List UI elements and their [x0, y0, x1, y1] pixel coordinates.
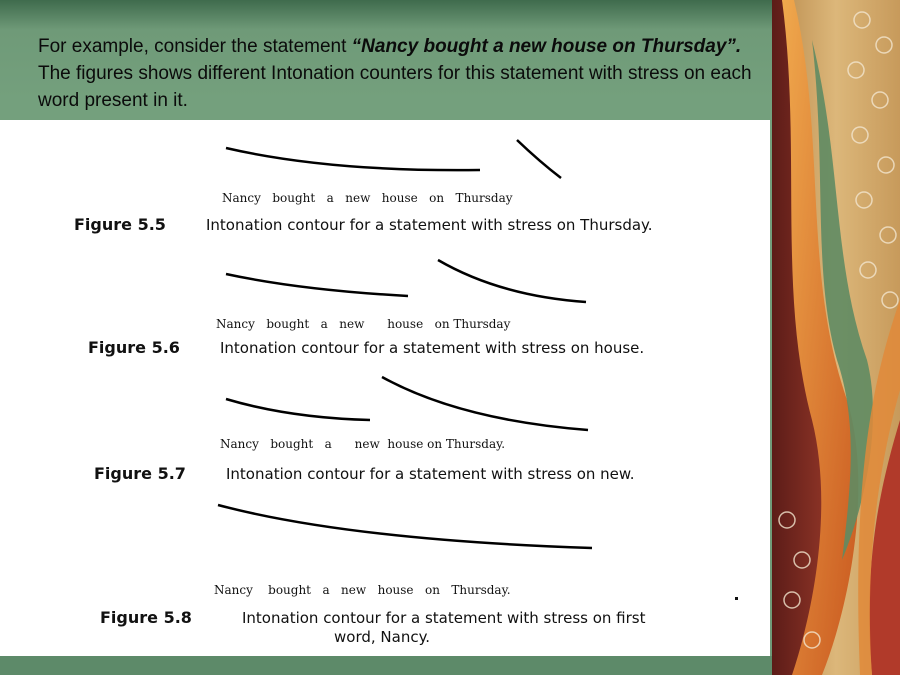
figure-number: Figure 5.8 — [100, 608, 192, 627]
figure-number: Figure 5.6 — [88, 338, 180, 357]
figure-caption-continued: word, Nancy. — [334, 628, 431, 646]
figure-5-6 — [88, 260, 644, 357]
contour-line — [517, 140, 561, 178]
figure-caption: Intonation contour for a statement with stress on first — [242, 609, 646, 627]
figure-5-8 — [100, 505, 738, 646]
contour-line — [438, 260, 586, 302]
decorative-border — [772, 0, 900, 675]
figure-number: Figure 5.7 — [94, 464, 186, 483]
contour-line — [382, 377, 588, 430]
intonation-figures — [0, 120, 770, 656]
example-sentence: Nancy bought a new house on Thursday — [216, 317, 511, 331]
bottom-strip — [0, 656, 776, 675]
figure-caption: Intonation contour for a statement with stress on Thursday. — [206, 216, 653, 234]
contour-line — [226, 148, 480, 170]
intro-paragraph — [38, 33, 768, 114]
decorative-pattern — [772, 0, 900, 675]
stray-mark — [735, 597, 738, 600]
intro-emphasis: “Nancy bought a new house on Thursday”. — [351, 36, 742, 57]
contour-line — [226, 399, 370, 420]
figure-caption: Intonation contour for a statement with stress on new. — [226, 465, 635, 483]
figure-caption: Intonation contour for a statement with stress on house. — [220, 339, 645, 357]
example-sentence: Nancy bought a new house on Thursday — [222, 191, 513, 205]
contour-line — [218, 505, 592, 548]
figure-panel — [0, 120, 770, 656]
example-sentence: Nancy bought a new house on Thursday. — [214, 583, 511, 597]
contour-line — [226, 274, 408, 296]
example-sentence: Nancy bought a new house on Thursday. — [220, 437, 506, 451]
figure-5-5 — [74, 140, 653, 234]
figure-5-7 — [94, 377, 635, 483]
figure-number: Figure 5.5 — [74, 215, 166, 234]
intro-text-2: The figures shows different Intonation counters for this statement with stress on each word present in it. — [38, 63, 752, 111]
intro-text-1: For example, consider the statement — [38, 36, 352, 57]
